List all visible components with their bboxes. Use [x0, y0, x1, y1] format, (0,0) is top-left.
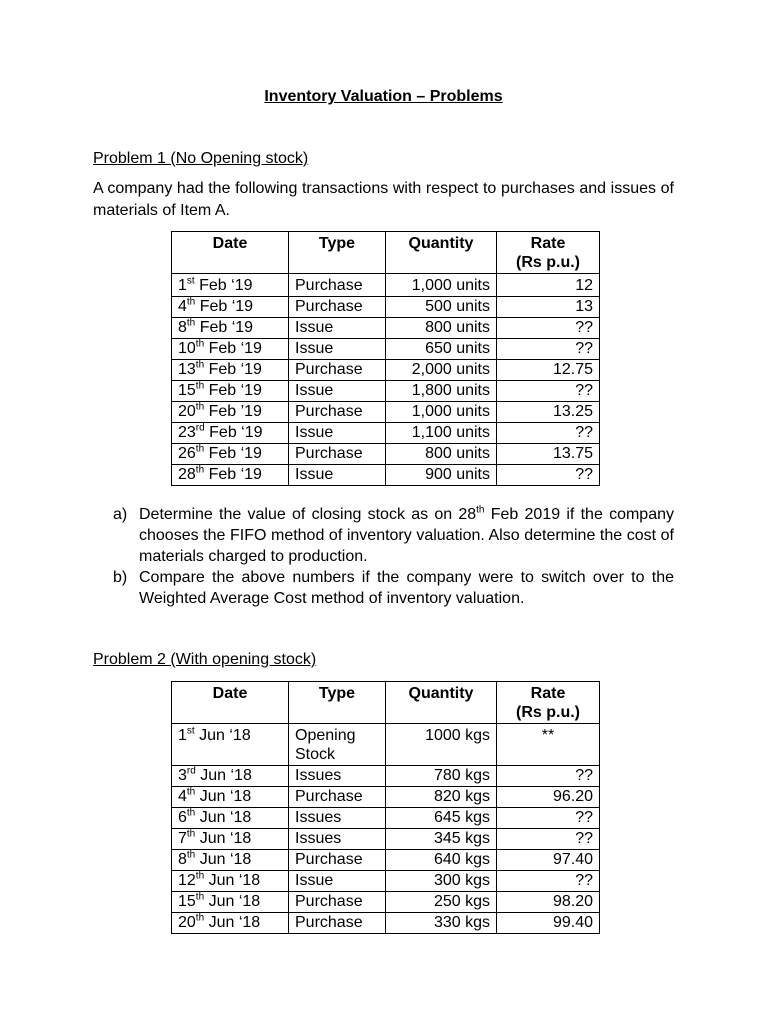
cell-quantity: 800 units: [386, 318, 497, 339]
cell-rate: 98.20: [497, 892, 600, 913]
table-row: [172, 808, 600, 829]
date-day: 13: [178, 361, 196, 378]
problem-1-intro: A company had the following transactions with respect to purchases and issues of materials of Item A.: [93, 180, 674, 219]
cell-type: Issue: [289, 339, 386, 360]
date-rest: Feb ‘19: [195, 319, 254, 336]
cell-date: [172, 850, 289, 871]
cell-quantity: 1,100 units: [386, 423, 497, 444]
cell-type: Issues: [289, 808, 386, 829]
table-row: [172, 423, 600, 444]
table-row: [172, 402, 600, 423]
cell-quantity: 1000 kgs: [386, 724, 497, 766]
date-day: 20: [178, 914, 196, 931]
header-rate: [497, 682, 600, 724]
date-day: 4: [178, 298, 187, 315]
date-suffix: th: [195, 443, 205, 455]
date-day: 1: [178, 727, 187, 744]
problem-1-heading: Problem 1 (No Opening stock): [93, 150, 309, 167]
cell-date: [172, 913, 289, 934]
cell-type: Issues: [289, 829, 386, 850]
cell-date: [172, 892, 289, 913]
date-suffix: th: [186, 807, 196, 819]
cell-rate: 96.20: [497, 787, 600, 808]
cell-rate: 12: [497, 274, 600, 297]
question-label: b): [113, 569, 128, 586]
table-row: [172, 297, 600, 318]
date-day: 1: [178, 277, 187, 294]
date-suffix: th: [186, 786, 196, 798]
cell-date: [172, 444, 289, 465]
date-day: 26: [178, 445, 196, 462]
header-date: Date: [172, 682, 289, 724]
date-rest: Feb ‘19: [204, 445, 262, 462]
cell-date: [172, 724, 289, 766]
header-date: Date: [172, 232, 289, 274]
table-row: [172, 787, 600, 808]
problem-1-questions: [113, 504, 674, 609]
cell-rate: ??: [497, 465, 600, 486]
cell-rate: ??: [497, 766, 600, 787]
problem-2-table-body: [172, 724, 600, 934]
problem-2-table: [171, 681, 600, 934]
date-suffix: th: [195, 338, 205, 350]
cell-date: [172, 423, 289, 444]
date-rest: Feb ‘19: [204, 361, 262, 378]
cell-quantity: 2,000 units: [386, 360, 497, 381]
cell-quantity: 1,000 units: [386, 402, 497, 423]
date-rest: Jun ‘18: [204, 893, 261, 910]
table-row: [172, 724, 600, 766]
cell-quantity: 650 units: [386, 339, 497, 360]
date-rest: Jun ‘18: [195, 767, 252, 784]
date-day: 12: [178, 872, 196, 889]
date-rest: Feb ‘19: [195, 298, 254, 315]
table-row: [172, 465, 600, 486]
question-label: a): [113, 506, 128, 523]
date-suffix: th: [195, 870, 205, 882]
cell-rate: 97.40: [497, 850, 600, 871]
date-day: 28: [178, 466, 196, 483]
date-suffix: st: [186, 275, 195, 287]
question-text-continued: Feb 2019 if the company chooses the FIFO method of inventory valuation. Also determine the cost of materials charged to production.: [139, 506, 674, 565]
cell-rate: ??: [497, 381, 600, 402]
date-suffix: rd: [186, 765, 196, 777]
date-day: 8: [178, 319, 187, 336]
date-day: 6: [178, 809, 187, 826]
cell-date: [172, 766, 289, 787]
date-day: 15: [178, 893, 196, 910]
header-quantity: Quantity: [386, 232, 497, 274]
table-row: [172, 850, 600, 871]
question-text: Compare the above numbers if the company were to switch over to the Weighted Average Cost method of inventory valuation.: [139, 569, 674, 607]
table-row: [172, 318, 600, 339]
cell-date: [172, 297, 289, 318]
date-suffix: th: [186, 317, 196, 329]
date-rest: Jun ‘18: [195, 851, 252, 868]
header-rate-line1: Rate: [530, 685, 566, 702]
table-header-row: [172, 232, 600, 274]
cell-date: [172, 339, 289, 360]
cell-date: [172, 274, 289, 297]
table-row: [172, 381, 600, 402]
cell-type: Issue: [289, 318, 386, 339]
page-title: Inventory Valuation – Problems: [264, 88, 503, 105]
cell-rate: **: [497, 724, 600, 766]
cell-type: Purchase: [289, 402, 386, 423]
cell-quantity: 345 kgs: [386, 829, 497, 850]
question-text: Determine the value of closing stock as on 28: [139, 506, 477, 523]
question-item: [113, 567, 674, 609]
date-suffix: rd: [195, 422, 205, 434]
date-suffix: th: [195, 912, 205, 924]
cell-rate: ??: [497, 808, 600, 829]
cell-rate: 12.75: [497, 360, 600, 381]
table-row: [172, 360, 600, 381]
question-item: [113, 504, 674, 567]
header-type: Type: [289, 232, 386, 274]
table-row: [172, 913, 600, 934]
date-day: 15: [178, 382, 196, 399]
cell-rate: 13.75: [497, 444, 600, 465]
cell-type: Purchase: [289, 297, 386, 318]
cell-date: [172, 808, 289, 829]
cell-type: Issue: [289, 871, 386, 892]
cell-rate: ??: [497, 829, 600, 850]
date-day: 23: [178, 424, 196, 441]
date-rest: Jun ‘18: [195, 809, 252, 826]
cell-date: [172, 829, 289, 850]
date-day: 20: [178, 403, 196, 420]
cell-type: Purchase: [289, 850, 386, 871]
header-rate-line1: Rate: [530, 235, 566, 252]
date-rest: Feb ‘19: [204, 466, 262, 483]
date-day: 4: [178, 788, 187, 805]
cell-type: Issue: [289, 465, 386, 486]
table-row: [172, 274, 600, 297]
date-suffix: th: [186, 296, 196, 308]
table-row: [172, 766, 600, 787]
date-day: 8: [178, 851, 187, 868]
date-suffix: th: [195, 380, 205, 392]
date-rest: Feb ‘19: [204, 424, 263, 441]
header-rate-line2: (Rs p.u.): [516, 254, 580, 271]
cell-quantity: 1,000 units: [386, 274, 497, 297]
date-suffix: th: [195, 464, 205, 476]
date-rest: Feb ‘19: [204, 340, 262, 357]
date-rest: Jun ‘18: [204, 872, 261, 889]
cell-rate: ??: [497, 871, 600, 892]
date-suffix: th: [195, 359, 205, 371]
problem-2-heading: Problem 2 (With opening stock): [93, 651, 317, 668]
cell-date: [172, 318, 289, 339]
cell-quantity: 250 kgs: [386, 892, 497, 913]
date-suffix: th: [186, 828, 196, 840]
date-suffix: th: [186, 849, 196, 861]
cell-type: Purchase: [289, 913, 386, 934]
cell-type: Issue: [289, 381, 386, 402]
date-suffix: th: [195, 401, 205, 413]
header-rate-line2: (Rs p.u.): [516, 704, 580, 721]
cell-type: Opening Stock: [289, 724, 386, 766]
cell-type: Issues: [289, 766, 386, 787]
table-row: [172, 829, 600, 850]
cell-type: Issue: [289, 423, 386, 444]
cell-rate: ??: [497, 318, 600, 339]
cell-rate: 13: [497, 297, 600, 318]
cell-quantity: 820 kgs: [386, 787, 497, 808]
date-rest: Feb ’19: [204, 403, 262, 420]
header-type: Type: [289, 682, 386, 724]
cell-date: [172, 381, 289, 402]
cell-quantity: 1,800 units: [386, 381, 497, 402]
date-rest: Feb ‘19: [194, 277, 253, 294]
date-rest: Jun ‘18: [194, 727, 251, 744]
cell-date: [172, 871, 289, 892]
table-row: [172, 339, 600, 360]
cell-type: Purchase: [289, 274, 386, 297]
date-day: 10: [178, 340, 196, 357]
date-rest: Jun ‘18: [195, 788, 252, 805]
cell-quantity: 800 units: [386, 444, 497, 465]
date-suffix: th: [195, 891, 205, 903]
cell-type: Purchase: [289, 444, 386, 465]
cell-quantity: 300 kgs: [386, 871, 497, 892]
cell-type: Purchase: [289, 787, 386, 808]
date-rest: Jun ‘18: [195, 830, 252, 847]
header-quantity: Quantity: [386, 682, 497, 724]
table-row: [172, 871, 600, 892]
problem-1-table: [171, 231, 600, 486]
cell-date: [172, 360, 289, 381]
cell-rate: 99.40: [497, 913, 600, 934]
cell-rate: 13.25: [497, 402, 600, 423]
table-row: [172, 444, 600, 465]
cell-type: Purchase: [289, 892, 386, 913]
cell-quantity: 640 kgs: [386, 850, 497, 871]
cell-date: [172, 787, 289, 808]
header-rate: [497, 232, 600, 274]
cell-date: [172, 465, 289, 486]
table-row: [172, 892, 600, 913]
problem-1-table-body: [172, 274, 600, 486]
cell-quantity: 500 units: [386, 297, 497, 318]
cell-type: Purchase: [289, 360, 386, 381]
table-header-row: [172, 682, 600, 724]
date-rest: Jun ‘18: [204, 914, 261, 931]
date-day: 3: [178, 767, 187, 784]
cell-quantity: 645 kgs: [386, 808, 497, 829]
date-day: 7: [178, 830, 187, 847]
cell-rate: ??: [497, 339, 600, 360]
cell-rate: ??: [497, 423, 600, 444]
cell-quantity: 900 units: [386, 465, 497, 486]
cell-quantity: 780 kgs: [386, 766, 497, 787]
cell-quantity: 330 kgs: [386, 913, 497, 934]
question-superscript: th: [476, 504, 485, 516]
date-suffix: st: [186, 725, 195, 737]
cell-date: [172, 402, 289, 423]
date-rest: Feb ‘19: [204, 382, 262, 399]
